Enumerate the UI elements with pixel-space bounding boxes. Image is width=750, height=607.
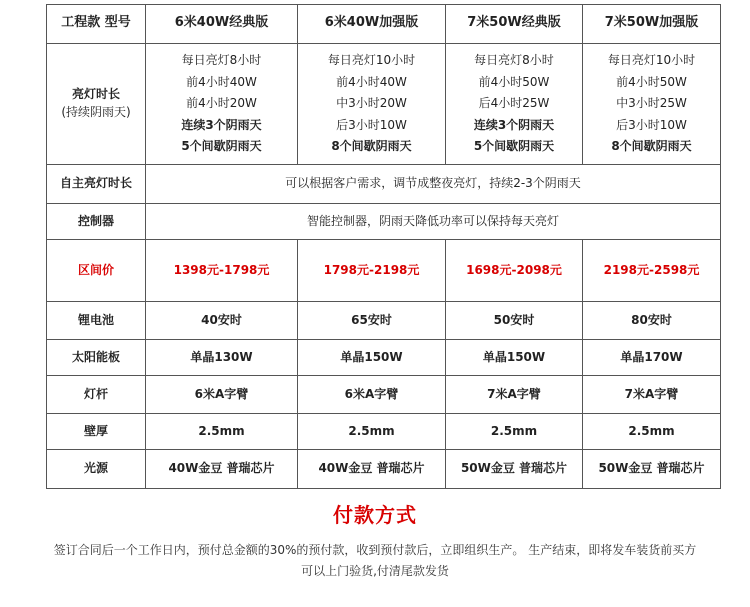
model-2: 6米40W加强版	[298, 5, 446, 44]
lighting-label-cell	[47, 43, 146, 165]
lighting-line: 前4小时20W	[186, 96, 257, 111]
lighting-line: 每日亮灯10小时	[607, 53, 696, 68]
lighting-line: 5个间歇阴雨天	[473, 139, 555, 154]
spec-table	[46, 4, 721, 489]
light-source-label: 光源	[47, 450, 146, 489]
light-source-row	[47, 450, 721, 489]
lighting-col-3	[446, 43, 583, 165]
auto-lighting-row	[47, 165, 721, 204]
battery-label: 锂电池	[47, 302, 146, 340]
pole-value: 7米A字臂	[583, 376, 721, 414]
wall-label: 壁厚	[47, 413, 146, 450]
lighting-line: 前4小时40W	[186, 74, 257, 89]
lighting-col-4	[583, 43, 721, 165]
controller-row	[47, 203, 721, 240]
price-label: 区间价	[47, 240, 146, 302]
wall-value: 2.5mm	[298, 413, 446, 450]
payment-line-1: 签订合同后一个工作日内，预付总金额的30%的预付款，收到预付款后，立即组织生产。 生产结束，即将发车装货前买方	[53, 543, 697, 557]
price-row	[47, 240, 721, 302]
lighting-line: 中3小时20W	[336, 96, 407, 111]
lighting-sub-label: (持续阴雨天)	[61, 104, 131, 119]
price-value: 1398元-1798元	[146, 240, 298, 302]
light-source-value: 40W金豆 普瑞芯片	[146, 450, 298, 489]
lighting-line: 连续3个阴雨天	[181, 117, 262, 132]
lighting-line: 后3小时10W	[616, 117, 687, 132]
lighting-line: 每日亮灯8小时	[181, 53, 262, 68]
wall-value: 2.5mm	[583, 413, 721, 450]
light-source-value: 40W金豆 普瑞芯片	[298, 450, 446, 489]
price-value: 1698元-2098元	[446, 240, 583, 302]
pole-value: 6米A字臂	[146, 376, 298, 414]
solar-label: 太阳能板	[47, 339, 146, 376]
price-value: 2198元-2598元	[583, 240, 721, 302]
lighting-line: 每日亮灯8小时	[474, 53, 554, 68]
lighting-label: 亮灯时长	[71, 87, 120, 102]
model-3: 7米50W经典版	[446, 5, 583, 44]
model-1: 6米40W经典版	[146, 5, 298, 44]
payment-text	[30, 540, 720, 582]
lighting-row	[47, 43, 721, 165]
lighting-line: 前4小时50W	[616, 74, 687, 89]
controller-label: 控制器	[47, 203, 146, 240]
header-label: 工程款 型号	[47, 5, 146, 44]
pole-label: 灯杆	[47, 376, 146, 414]
pole-row	[47, 376, 721, 414]
wall-row	[47, 413, 721, 450]
pole-value: 6米A字臂	[298, 376, 446, 414]
battery-value: 40安时	[146, 302, 298, 340]
solar-row	[47, 339, 721, 376]
lighting-line: 5个间歇阴雨天	[181, 139, 262, 154]
solar-value: 单晶150W	[446, 339, 583, 376]
battery-value: 80安时	[583, 302, 721, 340]
lighting-col-2	[298, 43, 446, 165]
light-source-value: 50W金豆 普瑞芯片	[446, 450, 583, 489]
solar-value: 单晶130W	[146, 339, 298, 376]
battery-value: 65安时	[298, 302, 446, 340]
lighting-line: 前4小时50W	[478, 74, 550, 89]
solar-value: 单晶170W	[583, 339, 721, 376]
lighting-col-1	[146, 43, 298, 165]
lighting-line: 连续3个阴雨天	[473, 117, 555, 132]
price-value: 1798元-2198元	[298, 240, 446, 302]
controller-value: 智能控制器，阴雨天降低功率可以保持每天亮灯	[146, 203, 721, 240]
payment-title: 付款方式	[333, 503, 417, 527]
lighting-line: 8个间歇阴雨天	[611, 139, 692, 154]
lighting-line: 后3小时10W	[336, 117, 407, 132]
solar-value: 单晶150W	[298, 339, 446, 376]
model-4: 7米50W加强版	[583, 5, 721, 44]
auto-lighting-value: 可以根据客户需求，调节成整夜亮灯，持续2-3个阴雨天	[146, 165, 721, 204]
pole-value: 7米A字臂	[446, 376, 583, 414]
lighting-line: 前4小时40W	[336, 74, 407, 89]
wall-value: 2.5mm	[446, 413, 583, 450]
lighting-line: 后4小时25W	[478, 96, 550, 111]
light-source-value: 50W金豆 普瑞芯片	[583, 450, 721, 489]
auto-lighting-label: 自主亮灯时长	[47, 165, 146, 204]
battery-value: 50安时	[446, 302, 583, 340]
lighting-line: 每日亮灯10小时	[327, 53, 416, 68]
payment-line-2: 可以上门验货,付清尾款发货	[301, 564, 449, 578]
battery-row	[47, 302, 721, 340]
header-row	[47, 5, 721, 44]
lighting-line: 中3小时25W	[616, 96, 687, 111]
wall-value: 2.5mm	[146, 413, 298, 450]
lighting-line: 8个间歇阴雨天	[331, 139, 412, 154]
